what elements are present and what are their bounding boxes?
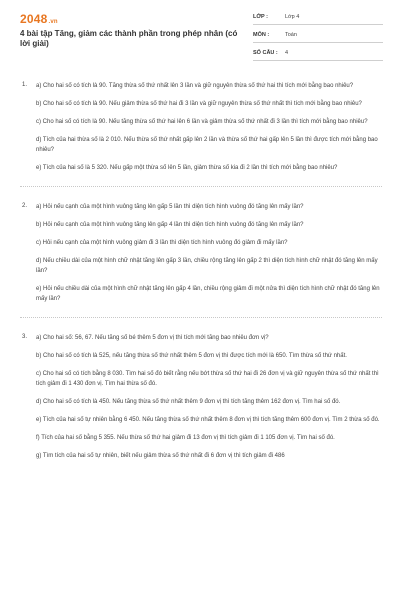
meta-row-grade [253, 11, 383, 25]
question-number: 2. [22, 203, 28, 209]
question-part: d) Nếu chiều dài của một hình chữ nhật tăng lên gấp 3 lần, chiều rộng tăng lên gấp 2 thì diện tích hình chữ nhật đó tăng lên mấy lần? [36, 258, 378, 274]
meta-value: Lớp 4 [285, 14, 300, 20]
question-part: b) Hỏi nếu cạnh của một hình vuông tăng lên gấp 4 lần thì diện tích hình vuông đó tăng lên mấy lần? [36, 222, 304, 228]
document-title: 4 bài tập Tăng, giảm các thành phần trong phép nhân (có lời giải) [20, 29, 238, 48]
question-number: 3. [22, 334, 28, 340]
question-part: a) Cho hai số: 56, 67. Nếu tăng số bé thêm 5 đơn vị thì tích mới tăng bao nhiêu đơn vị? [36, 335, 269, 341]
question-3 [20, 330, 382, 474]
question-part: d) Cho hai số có tích là 450. Nếu tăng thừa số thứ nhất thêm 9 đơn vị thì tích tăng thêm 162 đơn vị. Tìm hai số đó. [36, 399, 341, 405]
question-part: a) Hỏi nếu cạnh của một hình vuông tăng lên gấp 5 lần thì diện tích hình vuông đó tăng lên mấy lần? [36, 204, 304, 210]
question-number: 1. [22, 82, 28, 88]
question-part: a) Cho hai số có tích là 90. Tăng thừa số thứ nhất lên 3 lần và giữ nguyên thừa số thứ hai thì tích mới bằng bao nhiêu? [36, 83, 354, 89]
logo-suffix: .vn [48, 19, 58, 25]
document-header [0, 0, 400, 62]
meta-label: MÔN : [253, 32, 270, 38]
question-part: e) Hỏi nếu chiều dài của một hình chữ nhật tăng lên gấp 4 lần, chiều rộng giảm đi một nửa thì diện tích hình chữ nhật đó tăng lên mấy lần? [36, 286, 380, 302]
question-part: b) Cho hai số có tích là 90. Nếu giảm thừa số thứ hai đi 3 lần và giữ nguyên thừa số thứ nhất thì tích mới bằng bao nhiêu? [36, 101, 362, 107]
logo-text: 2048 [20, 12, 48, 26]
meta-label: SỐ CÂU : [253, 50, 278, 56]
meta-row-subject [253, 29, 383, 43]
meta-row-count [253, 47, 383, 61]
question-parts [36, 199, 382, 307]
meta-label: LỚP : [253, 14, 268, 20]
question-part: e) Tích của hai số tự nhiên bằng 6 450. Nếu tăng thừa số thứ nhất thêm 8 đơn vị thì tích tăng thêm 600 đơn vị. Tìm 2 thừa số đó. [36, 417, 380, 423]
site-logo[interactable] [20, 12, 58, 26]
meta-value: 4 [285, 50, 289, 56]
question-2 [20, 199, 382, 318]
question-part: g) Tìm tích của hai số tự nhiên, biết nếu giảm thừa số thứ nhất đi 6 đơn vị thì tích giảm đi 486 [36, 453, 285, 459]
meta-value: Toán [285, 32, 297, 38]
question-part: f) Tích của hai số bằng 5 355. Nếu thừa số thứ hai giảm đi 13 đơn vị thì tích giảm đi 1 105 đơn vị. Tìm hai số đó. [36, 435, 335, 441]
meta-panel [253, 11, 383, 65]
question-parts [36, 78, 382, 176]
question-1 [20, 78, 382, 187]
question-list [20, 78, 382, 486]
question-part: e) Tích của hai số là 5 320. Nếu gấp một thừa số lên 5 lần, giảm thừa số kia đi 2 lần thì tích mới bằng bao nhiêu? [36, 165, 338, 171]
question-part: b) Cho hai số có tích là 525, nếu tăng thừa số thứ nhất thêm 5 đơn vị thì được tích mới là 650. Tìm thừa số thứ nhất. [36, 353, 347, 359]
question-part: c) Cho hai số có tích là 90. Nếu tăng thừa số thứ hai lên 6 lần và giảm thừa số thứ nhất đi 3 lần thì tích mới bằng bao nhiêu? [36, 119, 368, 125]
question-parts [36, 330, 382, 464]
question-part: c) Cho hai số có tích bằng 8 030. Tìm hai số đó biết rằng nếu bớt thừa số thứ hai đi 26 đơn vị và giữ nguyên thừa số thứ nhất thì tích giảm đi 1 430 đơn vị. Tìm hai thừa số đó. [36, 371, 379, 387]
question-part: d) Tích của hai thừa số là 2 010. Nếu thừa số thứ nhất gấp lên 2 lần và thừa số thứ hai gấp lên 5 lần thì được tích mới bằng bao nhiêu? [36, 137, 378, 153]
question-part: c) Hỏi nếu cạnh của một hình vuông giảm đi 3 lần thì diện tích hình vuông đó giảm đi mấy lần? [36, 240, 288, 246]
